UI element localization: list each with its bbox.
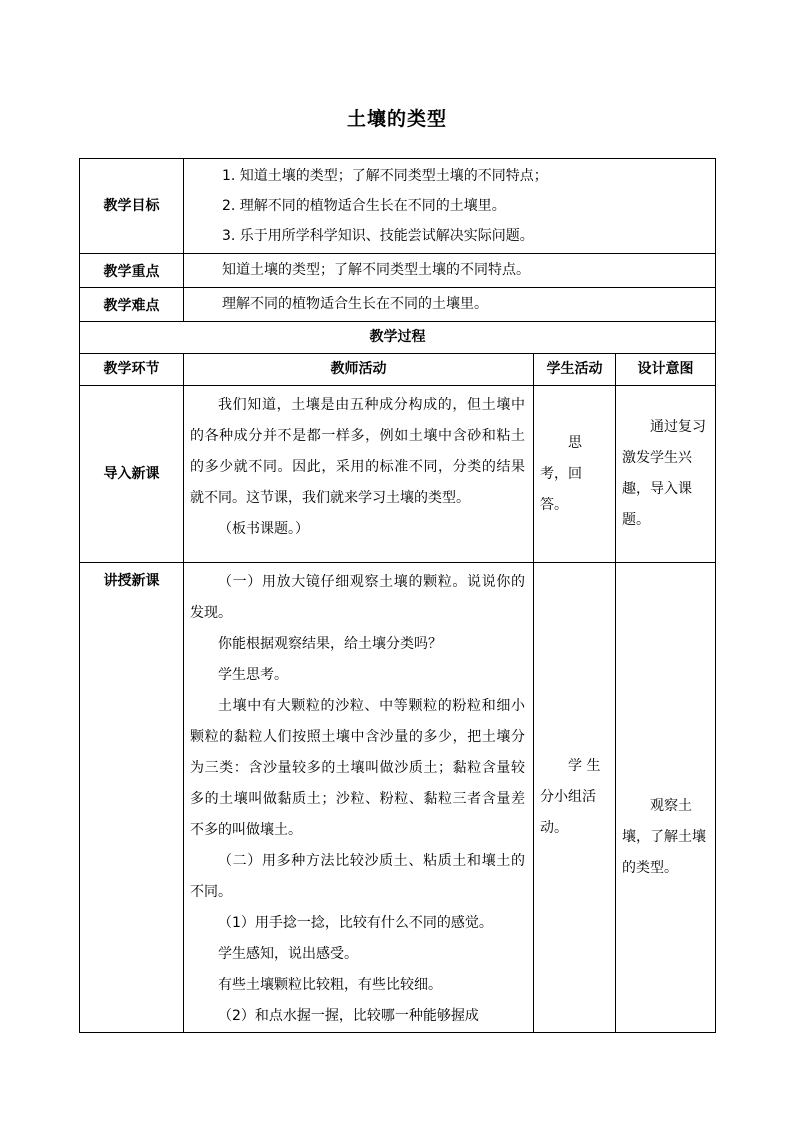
intent-text: 观察土壤，了解土壤的类型。: [622, 798, 706, 876]
intent-text: 通过复习激发学生兴趣，导入课题。: [622, 419, 706, 528]
objective-item: 3. 乐于用所学科学知识、技能尝试解决实际问题。: [222, 228, 534, 244]
teacher-paragraph: 学生思考。: [218, 667, 288, 683]
key-point-label: 教学重点: [80, 254, 184, 288]
objectives-label: 教学目标: [80, 159, 184, 254]
teacher-paragraph: （板书课题。）: [218, 521, 309, 537]
new-lesson-row: [80, 563, 716, 1033]
difficulty-text: 理解不同的植物适合生长在不同的土壤里。: [184, 288, 716, 322]
teacher-paragraph: 我们知道，土壤是由五种成分构成的，但土壤中的各种成分并不是都一样多，例如土壤中含砂和粘土的多少就不同。因此，采用的标准不同，分类的结果就不同。这节课，我们就来学习土壤的类型。: [190, 397, 525, 506]
objectives-content: [184, 159, 716, 254]
header-student: 学生活动: [534, 354, 616, 386]
difficulty-label: 教学难点: [80, 288, 184, 322]
objective-item: 2. 理解不同的植物适合生长在不同的土壤里。: [222, 198, 506, 214]
process-title-row: [80, 322, 716, 354]
new-lesson-stage: 讲授新课: [80, 563, 184, 1033]
header-teacher: 教师活动: [184, 354, 534, 386]
student-text: 思考，回答。: [540, 434, 582, 513]
student-text: 学 生 分小组活动。: [540, 758, 601, 836]
key-point-text: 知道土壤的类型；了解不同类型土壤的不同特点。: [184, 254, 716, 288]
document-title: 土壤的类型: [346, 108, 447, 130]
lesson-plan-table: [79, 158, 716, 1033]
teacher-paragraph: 土壤中有大颗粒的沙粒、中等颗粒的粉粒和细小颗粒的黏粒人们按照土壤中含沙量的多少，把土壤分为三类：含沙量较多的土壤叫做沙质土；黏粒含量较多的土壤叫做黏质土；沙粒、粉粒、黏粒三者含量差不多的叫做壤土。: [190, 698, 525, 838]
new-lesson-design-intent: [616, 563, 716, 1033]
objectives-row: [80, 159, 716, 254]
intro-teacher-activity: [184, 386, 534, 563]
header-intent: 设计意图: [616, 354, 716, 386]
intro-row: [80, 386, 716, 563]
teacher-paragraph: （一）用放大镜仔细观察土壤的颗粒。说说你的发现。: [190, 574, 525, 621]
teacher-paragraph: 有些土壤颗粒比较粗，有些比较细。: [218, 977, 442, 993]
key-point-row: [80, 254, 716, 288]
objective-item: 1. 知道土壤的类型；了解不同类型土壤的不同特点；: [222, 168, 548, 184]
process-title: 教学过程: [80, 322, 716, 354]
teacher-paragraph: 学生感知，说出感受。: [218, 946, 358, 962]
teacher-paragraph: （2）和点水握一握，比较哪一种能够握成: [218, 1008, 479, 1024]
intro-stage: 导入新课: [80, 386, 184, 563]
header-stage: 教学环节: [80, 354, 184, 386]
header-row: [80, 354, 716, 386]
new-lesson-teacher-activity: [184, 563, 534, 1033]
difficulty-row: [80, 288, 716, 322]
teacher-paragraph: （二）用多种方法比较沙质土、粘质土和壤土的不同。: [190, 853, 525, 900]
teacher-paragraph: 你能根据观察结果，给土壤分类吗？: [218, 636, 442, 652]
teacher-paragraph: （1）用手捻一捻，比较有什么不同的感觉。: [218, 915, 493, 931]
new-lesson-student-activity: [534, 563, 616, 1033]
intro-student-activity: [534, 386, 616, 563]
intro-design-intent: [616, 386, 716, 563]
